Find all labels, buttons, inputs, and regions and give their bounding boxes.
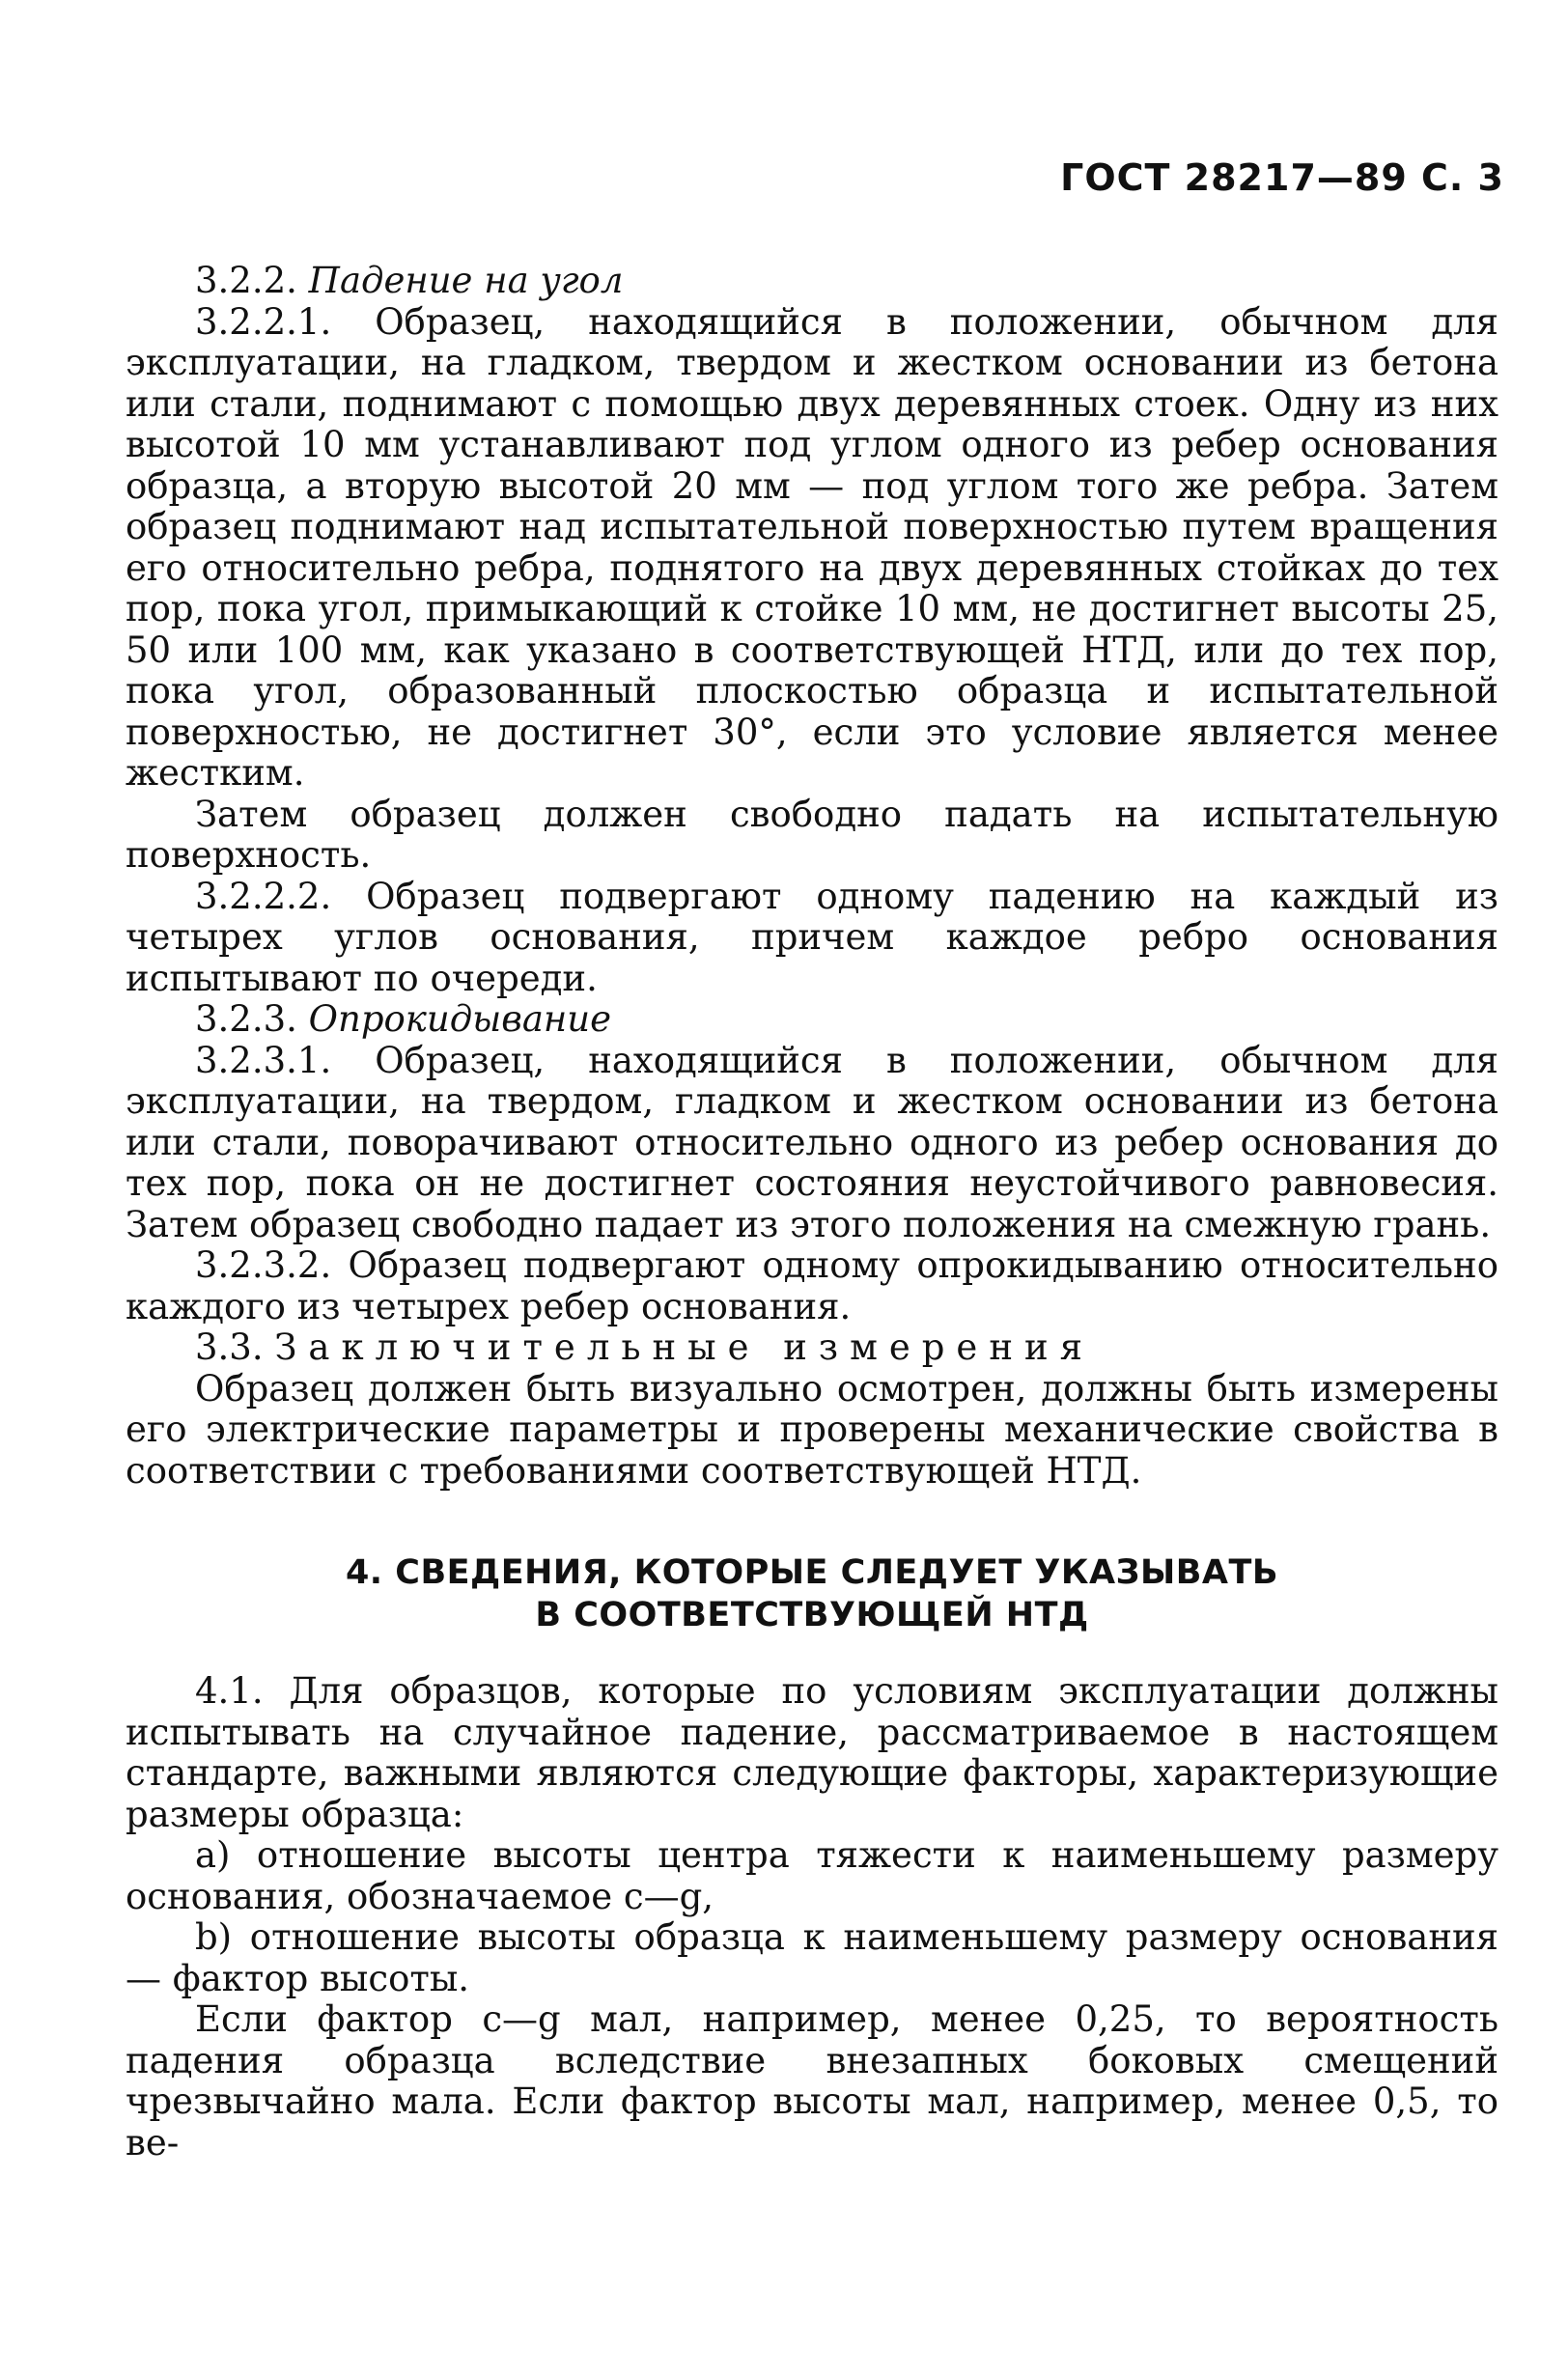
paragraph-4-1-continued: Если фактор c—g мал, например, менее 0,25, то вероятность падения образца вследствие внезапных боковых смещений чрезвычайно мала. Если фактор высоты мал, например, менее 0,5, то ве- — [126, 1998, 1498, 2164]
section-heading-4 — [126, 1551, 1498, 1636]
subsection-number: 3.3. — [195, 1326, 264, 1368]
subsection-number: 3.2.3. — [195, 998, 297, 1040]
list-item-b: b) отношение высоты образца к наименьшему размеру основания — фактор высоты. — [126, 1916, 1498, 1999]
section-heading-line-1: 4. СВЕДЕНИЯ, КОТОРЫЕ СЛЕДУЕТ УКАЗЫВАТЬ — [345, 1553, 1279, 1592]
paragraph-4-1: 4.1. Для образцов, которые по условиям эксплуатации должны испытывать на случайное падение, рассматриваемое в настоящем стандарте, важными являются следующие факторы, характеризующие размеры образца: — [126, 1670, 1498, 1835]
page-header: ГОСТ 28217—89 С. 3 — [1060, 156, 1504, 199]
paragraph-3-2-3-1: 3.2.3.1. Образец, находящийся в положении, обычном для эксплуатации, на твердом, гладком и жестком основании из бетона или стали, поворачивают относительно одного из ребер основания до тех пор, пока он не достигнет состояния неустойчивого равновесия. Затем образец свободно падает из этого положения на смежную грань. — [126, 1039, 1498, 1245]
paragraph-3-2-2-1-continued: Затем образец должен свободно падать на испытательную поверхность. — [126, 793, 1498, 876]
subsection-title: Заключительные измерения — [274, 1326, 1094, 1368]
paragraph-3-2-2-1: 3.2.2.1. Образец, находящийся в положении, обычном для эксплуатации, на гладком, твердом и жестком основании из бетона или стали, поднимают с помощью двух деревянных стоек. Одну из них высотой 10 мм устанавливают под углом одного из ребер основания образца, а вторую высотой 20 мм — под углом того же ребра. Затем образец поднимают над испытательной поверхностью путем вращения его относительно ребра, поднятого на двух деревянных стойках до тех пор, пока угол, примыкающий к стойке 10 мм, не достигнет высоты 25, 50 или 100 мм, как указано в соответствующей НТД, или до тех пор, пока угол, образованный плоскостью образца и испытательной поверхностью, не достигнет 30°, если это условие является менее жестким. — [126, 300, 1498, 794]
subsection-heading-3-2-2 — [126, 261, 1498, 302]
section-heading-line-2: В СООТВЕТСТВУЮЩЕЙ НТД — [535, 1596, 1089, 1634]
subsection-heading-3-2-3 — [126, 999, 1498, 1041]
subsection-number: 3.2.2. — [195, 260, 297, 301]
subsection-title: Падение на угол — [308, 260, 624, 301]
list-item-a: a) отношение высоты центра тяжести к наименьшему размеру основания, обозначаемое c—g, — [126, 1834, 1498, 1917]
paragraph-3-2-2-2: 3.2.2.2. Образец подвергают одному падению на каждый из четырех углов основания, причем каждое ребро основания испытывают по очереди. — [126, 875, 1498, 999]
subsection-title: Опрокидывание — [308, 998, 611, 1040]
document-body — [126, 261, 1498, 2164]
paragraph-3-3: Образец должен быть визуально осмотрен, должны быть измерены его электрические параметры и проверены механические свойства в соответствии с требованиями соответствующей НТД. — [126, 1367, 1498, 1492]
subsection-heading-3-3 — [126, 1327, 1498, 1369]
paragraph-3-2-3-2: 3.2.3.2. Образец подвергают одному опрокидыванию относительно каждого из четырех ребер основания. — [126, 1244, 1498, 1327]
